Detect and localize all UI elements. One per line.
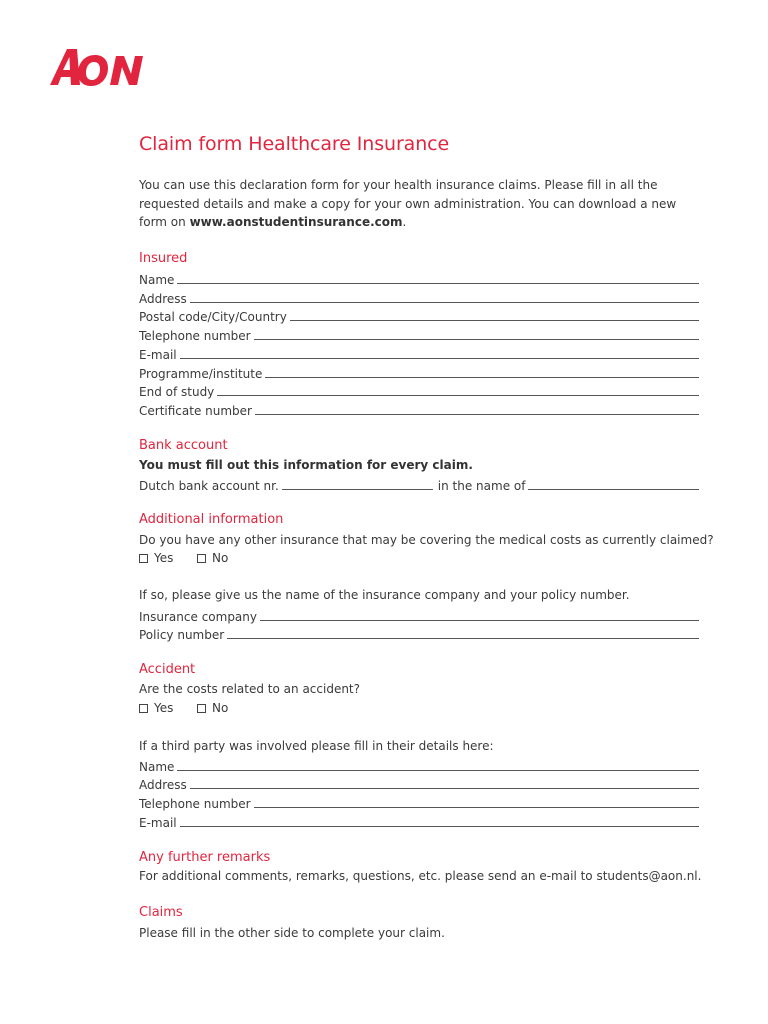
accident-followup: If a third party was involved please fill in their details here:: [139, 739, 494, 753]
page-title: Claim form Healthcare Insurance: [139, 133, 450, 155]
insured-address-field[interactable]: Address: [139, 287, 699, 306]
insurance-company-field[interactable]: Insurance company: [139, 605, 699, 624]
insured-email-field[interactable]: E-mail: [139, 343, 699, 362]
accident-options: [139, 701, 228, 715]
accident-no-checkbox[interactable]: No: [197, 701, 228, 715]
insured-end-of-study-field[interactable]: End of study: [139, 380, 699, 399]
third-party-telephone-field[interactable]: Telephone number: [139, 792, 699, 811]
claims-heading: Claims: [139, 905, 183, 920]
third-party-email-field[interactable]: E-mail: [139, 811, 699, 830]
bank-account-row[interactable]: [139, 474, 699, 493]
claims-text: Please fill in the other side to complete your claim.: [139, 926, 445, 940]
remarks-heading: Any further remarks: [139, 850, 271, 865]
additional-no-checkbox[interactable]: No: [197, 551, 228, 565]
policy-number-field[interactable]: Policy number: [139, 623, 699, 642]
website-link[interactable]: www.aonstudentinsurance.com: [189, 215, 403, 229]
bank-account-input[interactable]: [282, 477, 433, 490]
bank-note: You must fill out this information for every claim.: [139, 458, 473, 472]
additional-followup: If so, please give us the name of the insurance company and your policy number.: [139, 588, 630, 602]
intro-paragraph: You can use this declaration form for your health insurance claims. Please fill in all the requested details and make a copy for your own administration. You can download a new form on www.aonstudentinsurance.com.: [139, 178, 677, 229]
account-holder-input[interactable]: [528, 477, 699, 490]
insured-name-field[interactable]: Name: [139, 268, 699, 287]
third-party-address-field[interactable]: Address: [139, 773, 699, 792]
insured-postal-field[interactable]: Postal code/City/Country: [139, 305, 699, 324]
bank-heading: Bank account: [139, 438, 228, 453]
insured-telephone-field[interactable]: Telephone number: [139, 324, 699, 343]
third-party-name-field[interactable]: Name: [139, 755, 699, 774]
insured-programme-field[interactable]: Programme/institute: [139, 362, 699, 381]
additional-yes-checkbox[interactable]: Yes: [139, 551, 197, 565]
accident-heading: Accident: [139, 662, 196, 677]
remarks-text: For additional comments, remarks, questions, etc. please send an e-mail to students@aon.nl.: [139, 869, 702, 883]
accident-yes-checkbox[interactable]: Yes: [139, 701, 197, 715]
insured-heading: Insured: [139, 251, 188, 266]
account-holder-label: in the name of: [437, 479, 526, 493]
additional-options: [139, 551, 228, 565]
additional-question: Do you have any other insurance that may be covering the medical costs as currently claimed?: [139, 533, 714, 547]
aon-logo: [50, 45, 146, 87]
bank-account-label: Dutch bank account nr.: [139, 479, 279, 493]
accident-question: Are the costs related to an accident?: [139, 682, 361, 696]
insured-certificate-field[interactable]: Certificate number: [139, 399, 699, 418]
additional-heading: Additional information: [139, 512, 284, 527]
